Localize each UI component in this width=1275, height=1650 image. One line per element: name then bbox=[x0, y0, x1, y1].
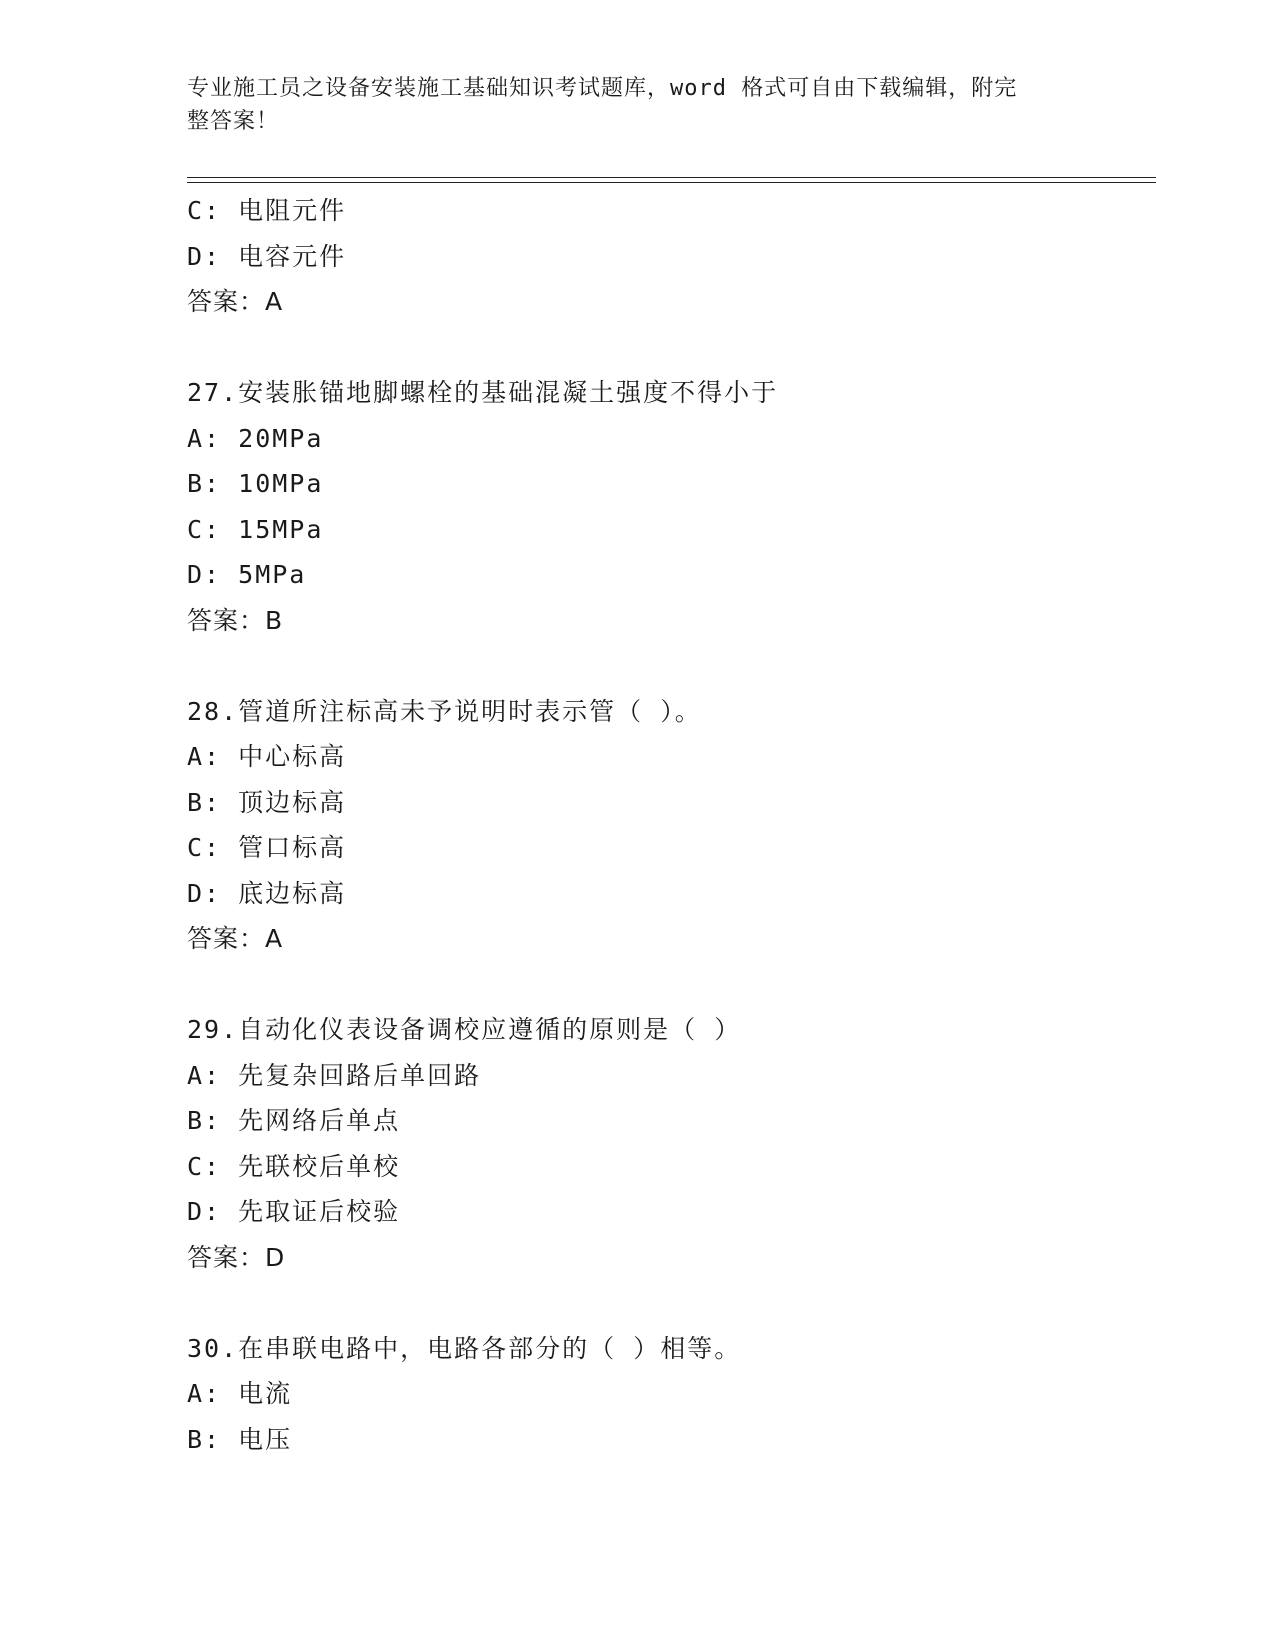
option-c: C: 电阻元件 bbox=[187, 196, 347, 225]
option-a: A: 中心标高 bbox=[187, 742, 347, 771]
header-rule-top bbox=[187, 177, 1156, 178]
option-c: C: 先联校后单校 bbox=[187, 1151, 401, 1181]
option-b: B: 10MPa bbox=[187, 469, 324, 498]
option-a: A: 先复杂回路后单回路 bbox=[187, 1060, 482, 1090]
question-stem: 27.安装胀锚地脚螺栓的基础混凝土强度不得小于 bbox=[187, 378, 779, 407]
header-rule-bottom bbox=[187, 182, 1156, 183]
question-30 bbox=[187, 1326, 1157, 1463]
header-line-2: 整答案！ bbox=[187, 109, 280, 134]
question-stem: 28.管道所注标高未予说明时表示管（ ）。 bbox=[187, 696, 702, 726]
question-26-continued bbox=[187, 188, 1157, 325]
option-b: B: 顶边标高 bbox=[187, 787, 347, 817]
spacer bbox=[187, 1280, 1157, 1326]
option-c: C: 管口标高 bbox=[187, 833, 347, 862]
option-d: D: 电容元件 bbox=[187, 241, 347, 271]
option-d: D: 底边标高 bbox=[187, 878, 347, 908]
answer: 答案：B bbox=[187, 605, 284, 635]
option-d: D: 先取证后校验 bbox=[187, 1197, 401, 1226]
question-stem: 30.在串联电路中，电路各部分的（ ）相等。 bbox=[187, 1333, 742, 1363]
option-a: A: 电流 bbox=[187, 1379, 293, 1408]
option-c: C: 15MPa bbox=[187, 514, 324, 544]
option-b: B: 先网络后单点 bbox=[187, 1106, 401, 1135]
answer: 答案：A bbox=[187, 287, 284, 316]
question-list bbox=[187, 188, 1157, 1462]
question-28 bbox=[187, 689, 1157, 962]
spacer bbox=[187, 962, 1157, 1008]
answer: 答案：A bbox=[187, 924, 284, 953]
header-line-1: 专业施工员之设备安装施工基础知识考试题库，word 格式可自由下载编辑，附完 bbox=[187, 76, 1018, 101]
document-header bbox=[187, 72, 1087, 138]
option-b: B: 电压 bbox=[187, 1424, 293, 1454]
spacer bbox=[187, 643, 1157, 689]
spacer bbox=[187, 325, 1157, 371]
question-27 bbox=[187, 370, 1157, 643]
question-29 bbox=[187, 1007, 1157, 1280]
answer: 答案：D bbox=[187, 1242, 286, 1272]
option-a: A: 20MPa bbox=[187, 423, 324, 453]
option-d: D: 5MPa bbox=[187, 560, 307, 589]
question-stem: 29.自动化仪表设备调校应遵循的原则是（ ） bbox=[187, 1015, 742, 1044]
